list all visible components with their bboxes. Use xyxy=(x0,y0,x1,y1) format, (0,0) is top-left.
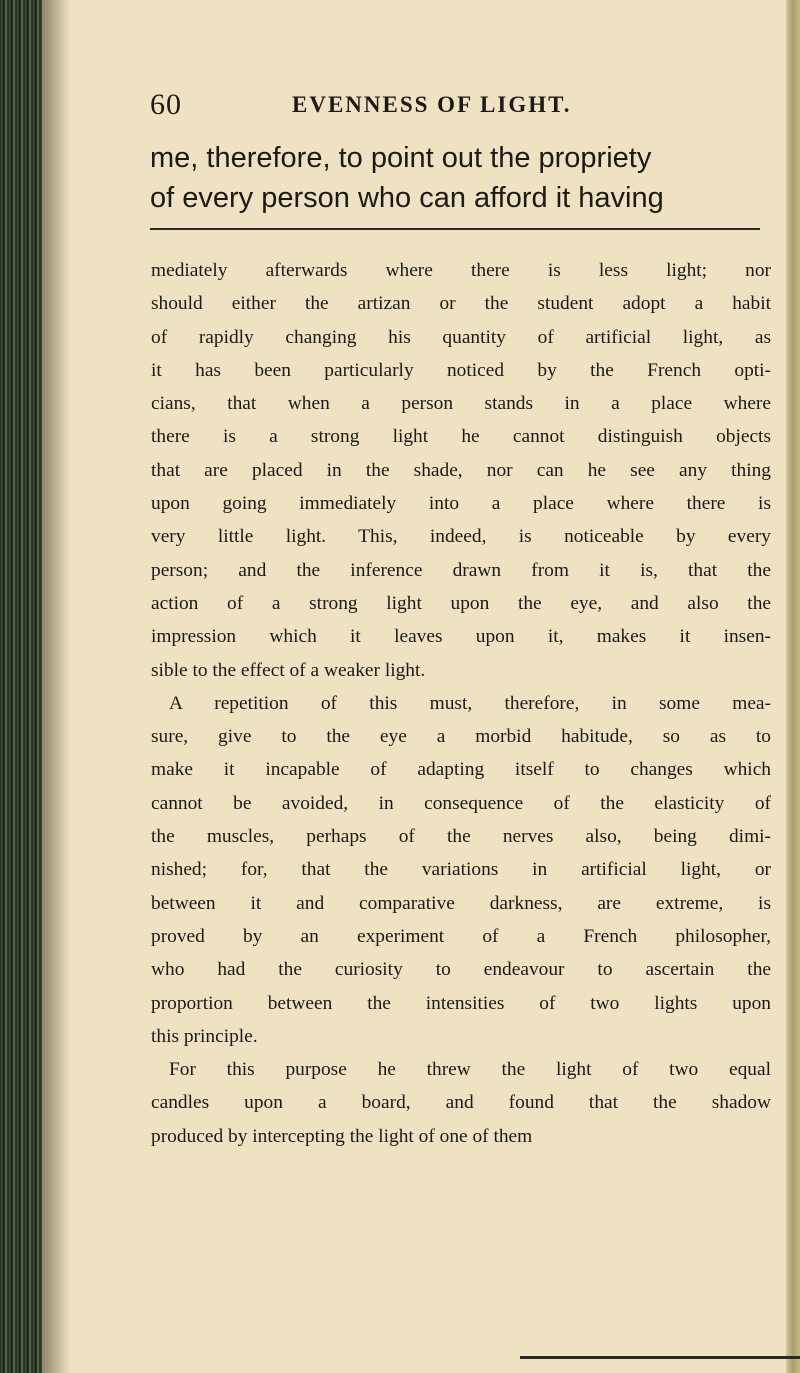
text-line: sible to the effect of a weaker light. xyxy=(151,659,426,681)
text-line: the muscles, perhaps of the nerves also, being dimi- xyxy=(151,826,771,848)
text-line: should either the artizan or the student adopt a habit xyxy=(151,293,771,315)
text-line: upon going immediately into a place where there is xyxy=(151,493,771,515)
text-line: who had the curiosity to endeavour to ascertain the xyxy=(151,959,771,981)
running-head: EVENNESS OF LIGHT. xyxy=(292,92,572,117)
page-edge xyxy=(786,0,800,1373)
book-spine xyxy=(0,0,42,1373)
text-line: cians, that when a person stands in a place where xyxy=(151,393,771,415)
text-line: that are placed in the shade, nor can he see any thing xyxy=(151,459,771,481)
text-line: impression which it leaves upon it, makes it insen- xyxy=(151,626,771,648)
text-line: between it and comparative darkness, are extreme, is xyxy=(151,892,771,914)
text-line: it has been particularly noticed by the French opti- xyxy=(151,359,771,381)
text-line: of rapidly changing his quantity of artificial light, as xyxy=(151,326,771,348)
text-line: sure, give to the eye a morbid habitude, so as to xyxy=(151,726,771,748)
text-line: action of a strong light upon the eye, and also the xyxy=(151,592,771,614)
text-line: proved by an experiment of a French philosopher, xyxy=(151,925,771,947)
text-line: cannot be avoided, in consequence of the elasticity of xyxy=(151,792,771,814)
text-line: mediately afterwards where there is less light; nor xyxy=(151,260,771,281)
page-number: 60 xyxy=(150,88,182,121)
page-header xyxy=(150,88,770,122)
page-bottom-edge xyxy=(520,1356,800,1359)
text-line: this principle. xyxy=(151,1025,258,1047)
lead-line: of every person who can afford it having xyxy=(150,182,664,214)
text-line: A repetition of this must, therefore, in some mea- xyxy=(169,692,771,714)
section-divider xyxy=(150,228,760,230)
text-line: produced by intercepting the light of one of them xyxy=(151,1125,533,1147)
text-line: candles upon a board, and found that the shadow xyxy=(151,1092,771,1114)
lead-text xyxy=(150,138,770,218)
gutter-shadow xyxy=(42,0,70,1373)
body-text xyxy=(151,254,771,1153)
text-line: there is a strong light he cannot distinguish objects xyxy=(151,426,771,448)
text-line: nished; for, that the variations in artificial light, or xyxy=(151,859,771,881)
text-line: For this purpose he threw the light of two equal xyxy=(169,1059,771,1081)
text-line: make it incapable of adapting itself to changes which xyxy=(151,759,771,781)
lead-line: me, therefore, to point out the propriety xyxy=(150,142,652,174)
text-line: very little light. This, indeed, is noticeable by every xyxy=(151,526,771,548)
text-line: person; and the inference drawn from it is, that the xyxy=(151,559,771,581)
text-line: proportion between the intensities of two lights upon xyxy=(151,992,771,1014)
